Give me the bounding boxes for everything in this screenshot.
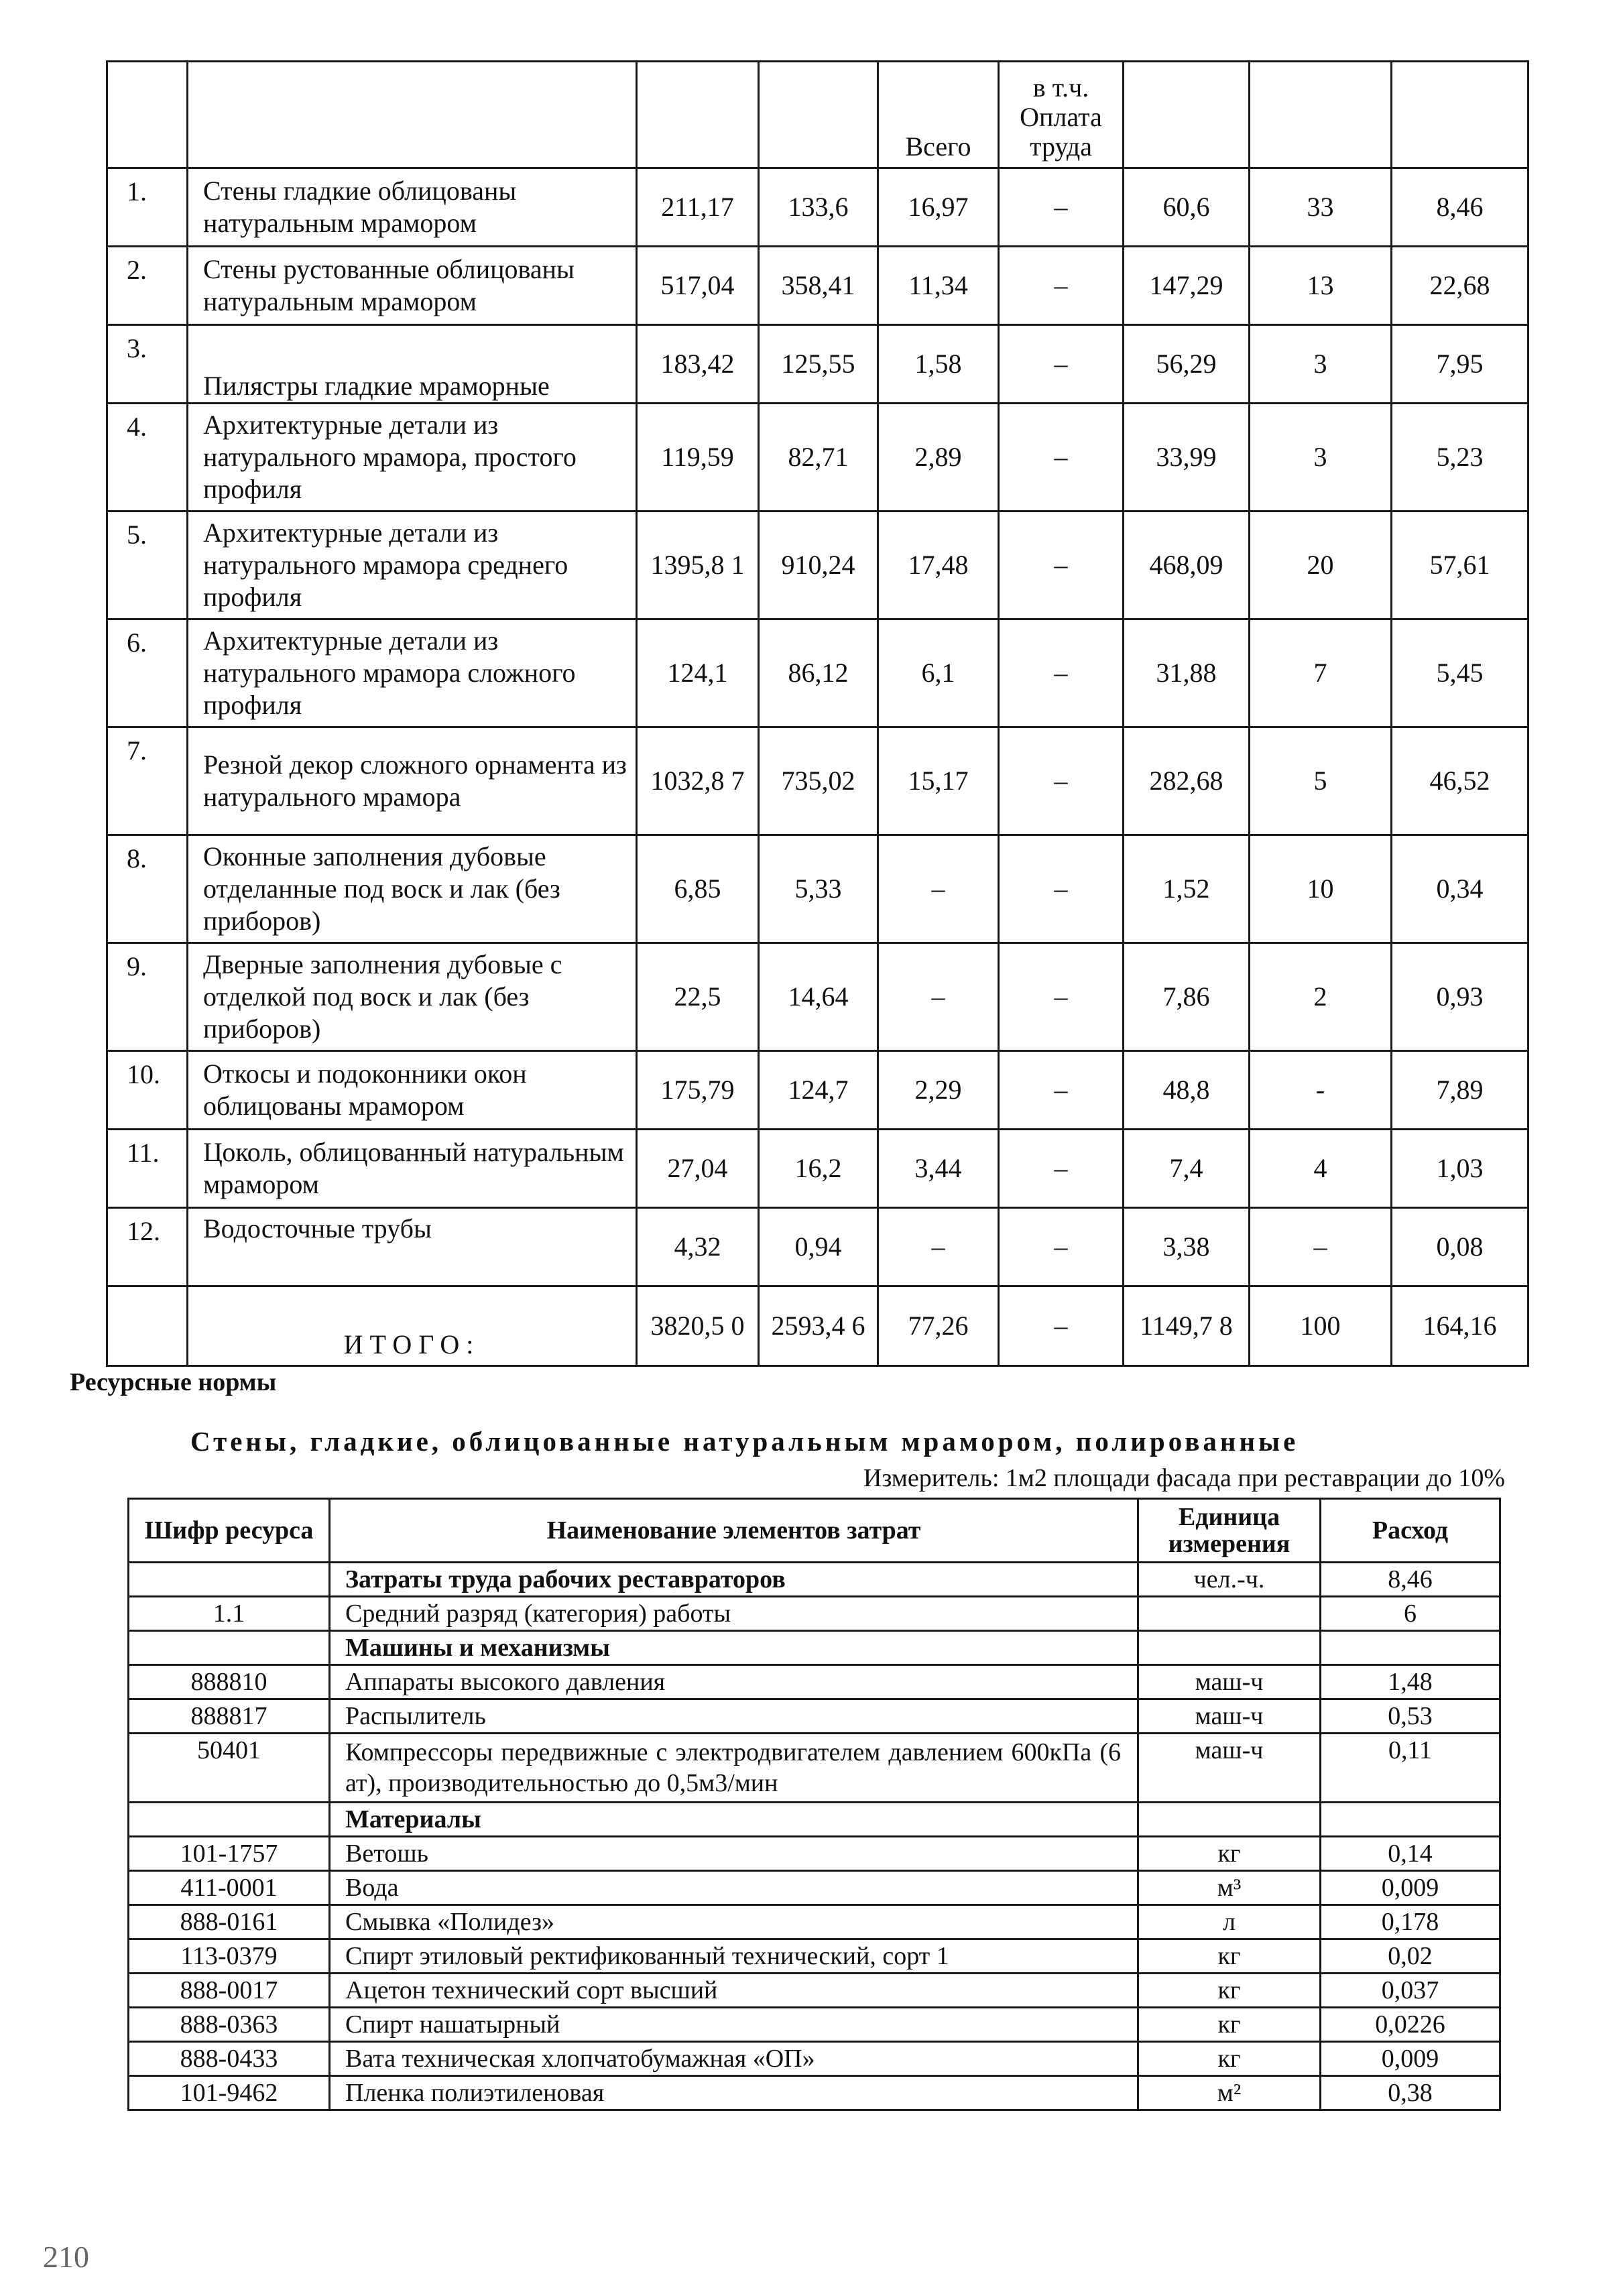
- header-qty: Расход: [1321, 1499, 1500, 1563]
- header-name: Наименование элементов затрат: [330, 1499, 1138, 1563]
- labor-unit: чел.-ч.: [1138, 1563, 1321, 1597]
- cell: 0,94: [759, 1208, 878, 1286]
- resource-unit: маш-ч: [1138, 1665, 1321, 1699]
- resource-unit: кг: [1138, 1974, 1321, 2008]
- cell: –: [878, 835, 999, 943]
- row-name: Архитектурные детали из натурального мрамора среднего профиля: [188, 511, 637, 619]
- row-number: 5.: [107, 511, 188, 619]
- row-number: 10.: [107, 1051, 188, 1130]
- table-row: [129, 1734, 1500, 1803]
- total-row: [107, 1286, 1528, 1366]
- cell: 3,44: [878, 1130, 999, 1208]
- resource-name: Вода: [330, 1871, 1138, 1905]
- cell: –: [878, 943, 999, 1051]
- cell: 1,52: [1124, 835, 1250, 943]
- resource-unit: кг: [1138, 2042, 1321, 2076]
- row-number: 4.: [107, 404, 188, 511]
- resource-table-header: [129, 1499, 1500, 1563]
- resource-qty: 0,11: [1321, 1734, 1500, 1803]
- cell: –: [999, 168, 1124, 247]
- resource-code: 888-0017: [129, 1974, 330, 2008]
- cell: 13: [1250, 247, 1392, 325]
- resource-name: Компрессоры передвижные с электродвигателем давлением 600кПа (6 ат), производительностью до 0,5м3/мин: [330, 1734, 1138, 1803]
- cell: –: [999, 325, 1124, 404]
- cell: 3,38: [1124, 1208, 1250, 1286]
- row-name: Резной декор сложного орнамента из натурального мрамора: [188, 727, 637, 835]
- table-row: [129, 1837, 1500, 1871]
- cell: –: [999, 404, 1124, 511]
- cell: 82,71: [759, 404, 878, 511]
- resource-unit: кг: [1138, 1837, 1321, 1871]
- cell: 16,2: [759, 1130, 878, 1208]
- cell: 17,48: [878, 511, 999, 619]
- resource-unit: маш-ч: [1138, 1699, 1321, 1734]
- table-row: [107, 404, 1528, 511]
- cell: 7: [1250, 619, 1392, 727]
- cell: 735,02: [759, 727, 878, 835]
- resource-code: 50401: [129, 1734, 330, 1803]
- cell: –: [999, 943, 1124, 1051]
- row-name: Стены гладкие облицованы натуральным мрамором: [188, 168, 637, 247]
- cell: 147,29: [1124, 247, 1250, 325]
- table-row: [107, 1208, 1528, 1286]
- cell: 5,33: [759, 835, 878, 943]
- resource-qty: 0,009: [1321, 2042, 1500, 2076]
- row-name: Дверные заполнения дубовые с отделкой под воск и лак (без приборов): [188, 943, 637, 1051]
- cell: 56,29: [1124, 325, 1250, 404]
- cell: 60,6: [1124, 168, 1250, 247]
- cell: 6,1: [878, 619, 999, 727]
- cell: 7,95: [1392, 325, 1528, 404]
- row-name: Цоколь, облицованный натуральным мрамором: [188, 1130, 637, 1208]
- cell: 57,61: [1392, 511, 1528, 619]
- cell: 910,24: [759, 511, 878, 619]
- cell: 468,09: [1124, 511, 1250, 619]
- cell: 48,8: [1124, 1051, 1250, 1130]
- cost-table: [106, 60, 1529, 1367]
- resource-code: 888-0433: [129, 2042, 330, 2076]
- header-total: Всего: [878, 62, 999, 168]
- table-row: [107, 247, 1528, 325]
- resource-code: 101-9462: [129, 2076, 330, 2110]
- resource-unit: л: [1138, 1905, 1321, 1939]
- cell: 7,86: [1124, 943, 1250, 1051]
- cell: 124,1: [637, 619, 759, 727]
- page-number: 210: [43, 2240, 89, 2274]
- materials-section-row: [129, 1803, 1500, 1837]
- cell: –: [999, 619, 1124, 727]
- cell: –: [999, 835, 1124, 943]
- table-row: [107, 511, 1528, 619]
- row-number: 1.: [107, 168, 188, 247]
- cell: –: [999, 727, 1124, 835]
- resource-name: Смывка «Полидез»: [330, 1905, 1138, 1939]
- cell: 10: [1250, 835, 1392, 943]
- cell: 517,04: [637, 247, 759, 325]
- cell: 33: [1250, 168, 1392, 247]
- resource-code: 888-0363: [129, 2008, 330, 2042]
- cell: 133,6: [759, 168, 878, 247]
- cell: 175,79: [637, 1051, 759, 1130]
- cell: 5,23: [1392, 404, 1528, 511]
- machines-title: Машины и механизмы: [330, 1631, 1138, 1665]
- cell: 33,99: [1124, 404, 1250, 511]
- cell: 5,45: [1392, 619, 1528, 727]
- cell: 3: [1250, 325, 1392, 404]
- row-number: 3.: [107, 325, 188, 404]
- total-cell: 77,26: [878, 1286, 999, 1366]
- cell: 125,55: [759, 325, 878, 404]
- table-row: [107, 835, 1528, 943]
- total-cell: 100: [1250, 1286, 1392, 1366]
- table-row: [107, 168, 1528, 247]
- resource-unit: кг: [1138, 1939, 1321, 1974]
- resource-code: 888810: [129, 1665, 330, 1699]
- cell: –: [878, 1208, 999, 1286]
- cell: 5: [1250, 727, 1392, 835]
- grade-qty: 6: [1321, 1597, 1500, 1631]
- table-row: [107, 943, 1528, 1051]
- cell: –: [999, 1208, 1124, 1286]
- cell: 7,89: [1392, 1051, 1528, 1130]
- grade-code: 1.1: [129, 1597, 330, 1631]
- header-code: Шифр ресурса: [129, 1499, 330, 1563]
- table-row: [107, 325, 1528, 404]
- header-labor-included: в т.ч. Оплата труда: [999, 62, 1124, 168]
- resource-qty: 0,178: [1321, 1905, 1500, 1939]
- row-name: Оконные заполнения дубовые отделанные под воск и лак (без приборов): [188, 835, 637, 943]
- cell: 22,68: [1392, 247, 1528, 325]
- resource-name: Ветошь: [330, 1837, 1138, 1871]
- resource-code: 411-0001: [129, 1871, 330, 1905]
- resource-unit: м³: [1138, 1871, 1321, 1905]
- table-row: [129, 1871, 1500, 1905]
- table-row: [129, 1905, 1500, 1939]
- table-row: [107, 1130, 1528, 1208]
- cell: –: [1250, 1208, 1392, 1286]
- cell: 6,85: [637, 835, 759, 943]
- total-cell: 164,16: [1392, 1286, 1528, 1366]
- resource-name: Пленка полиэтиленовая: [330, 2076, 1138, 2110]
- grade-name: Средний разряд (категория) работы: [330, 1597, 1138, 1631]
- resource-table: [127, 1498, 1501, 2111]
- total-cell: 1149,7 8: [1124, 1286, 1250, 1366]
- cell: 86,12: [759, 619, 878, 727]
- row-number: 6.: [107, 619, 188, 727]
- table-row: [129, 2042, 1500, 2076]
- resource-qty: 1,48: [1321, 1665, 1500, 1699]
- table-row: [129, 1699, 1500, 1734]
- cell: 119,59: [637, 404, 759, 511]
- cell: 1395,8 1: [637, 511, 759, 619]
- cell: 0,08: [1392, 1208, 1528, 1286]
- cell: 282,68: [1124, 727, 1250, 835]
- cell: –: [999, 247, 1124, 325]
- resource-norms-heading: Ресурсные нормы: [70, 1368, 277, 1396]
- table-row: [107, 727, 1528, 835]
- materials-title: Материалы: [330, 1803, 1138, 1837]
- cell: –: [999, 511, 1124, 619]
- cell: 31,88: [1124, 619, 1250, 727]
- cell: 3: [1250, 404, 1392, 511]
- cell: 15,17: [878, 727, 999, 835]
- cell: 1,03: [1392, 1130, 1528, 1208]
- resource-qty: 0,0226: [1321, 2008, 1500, 2042]
- measure-unit-note: Измеритель: 1м2 площади фасада при реставрации до 10%: [863, 1464, 1505, 1492]
- total-cell: –: [999, 1286, 1124, 1366]
- row-name: Пилястры гладкие мраморные: [188, 325, 637, 404]
- resource-code: 101-1757: [129, 1837, 330, 1871]
- row-number: 11.: [107, 1130, 188, 1208]
- table-row: [107, 1051, 1528, 1130]
- machines-section-row: [129, 1631, 1500, 1665]
- cell: 1032,8 7: [637, 727, 759, 835]
- cell: 8,46: [1392, 168, 1528, 247]
- row-number: 8.: [107, 835, 188, 943]
- resource-name: Распылитель: [330, 1699, 1138, 1734]
- total-label: ИТОГО:: [188, 1286, 637, 1366]
- resource-name: Аппараты высокого давления: [330, 1665, 1138, 1699]
- cell: 358,41: [759, 247, 878, 325]
- cell: 2,29: [878, 1051, 999, 1130]
- resource-qty: 0,38: [1321, 2076, 1500, 2110]
- cell: 11,34: [878, 247, 999, 325]
- row-name: Откосы и подоконники окон облицованы мрамором: [188, 1051, 637, 1130]
- cell: 183,42: [637, 325, 759, 404]
- cell: 4: [1250, 1130, 1392, 1208]
- resource-qty: 0,02: [1321, 1939, 1500, 1974]
- row-number: 12.: [107, 1208, 188, 1286]
- resource-unit: маш-ч: [1138, 1734, 1321, 1803]
- cell: –: [999, 1130, 1124, 1208]
- resource-unit: кг: [1138, 2008, 1321, 2042]
- cell: 16,97: [878, 168, 999, 247]
- resource-qty: 0,037: [1321, 1974, 1500, 2008]
- resource-code: 888817: [129, 1699, 330, 1734]
- cell: 211,17: [637, 168, 759, 247]
- resource-qty: 0,53: [1321, 1699, 1500, 1734]
- table-row: [107, 619, 1528, 727]
- cell: 0,34: [1392, 835, 1528, 943]
- table-row: [129, 2076, 1500, 2110]
- section-title: Стены, гладкие, облицованные натуральным мрамором, полированные: [190, 1426, 1299, 1457]
- cell: 27,04: [637, 1130, 759, 1208]
- table-row: [129, 1974, 1500, 2008]
- total-cell: 2593,4 6: [759, 1286, 878, 1366]
- grade-row: [129, 1597, 1500, 1631]
- cell: 14,64: [759, 943, 878, 1051]
- resource-unit: м²: [1138, 2076, 1321, 2110]
- resource-name: Ацетон технический сорт высший: [330, 1974, 1138, 2008]
- cell: 46,52: [1392, 727, 1528, 835]
- resource-qty: 0,14: [1321, 1837, 1500, 1871]
- table-row: [129, 2008, 1500, 2042]
- row-name: Стены рустованные облицованы натуральным мрамором: [188, 247, 637, 325]
- resource-name: Спирт этиловый ректификованный технический, сорт 1: [330, 1939, 1138, 1974]
- cell: 4,32: [637, 1208, 759, 1286]
- total-cell: 3820,5 0: [637, 1286, 759, 1366]
- cell: -: [1250, 1051, 1392, 1130]
- cell: 2,89: [878, 404, 999, 511]
- cell: 2: [1250, 943, 1392, 1051]
- cell: 124,7: [759, 1051, 878, 1130]
- cell: 0,93: [1392, 943, 1528, 1051]
- row-name: Архитектурные детали из натурального мрамора сложного профиля: [188, 619, 637, 727]
- resource-code: 113-0379: [129, 1939, 330, 1974]
- cell: –: [999, 1051, 1124, 1130]
- resource-name: Вата техническая хлопчатобумажная «ОП»: [330, 2042, 1138, 2076]
- row-number: 7.: [107, 727, 188, 835]
- header-unit: Единица измерения: [1138, 1499, 1321, 1563]
- resource-name: Спирт нашатырный: [330, 2008, 1138, 2042]
- labor-name: Затраты труда рабочих реставраторов: [330, 1563, 1138, 1597]
- labor-qty: 8,46: [1321, 1563, 1500, 1597]
- row-name: Архитектурные детали из натурального мрамора, простого профиля: [188, 404, 637, 511]
- cell: 1,58: [878, 325, 999, 404]
- cell: 7,4: [1124, 1130, 1250, 1208]
- labor-row: [129, 1563, 1500, 1597]
- cell: 20: [1250, 511, 1392, 619]
- table-row: [129, 1665, 1500, 1699]
- cost-table-header: [107, 62, 1528, 168]
- row-number: 9.: [107, 943, 188, 1051]
- row-number: 2.: [107, 247, 188, 325]
- resource-code: 888-0161: [129, 1905, 330, 1939]
- row-name: Водосточные трубы: [188, 1208, 637, 1286]
- cell: 22,5: [637, 943, 759, 1051]
- table-row: [129, 1939, 1500, 1974]
- resource-qty: 0,009: [1321, 1871, 1500, 1905]
